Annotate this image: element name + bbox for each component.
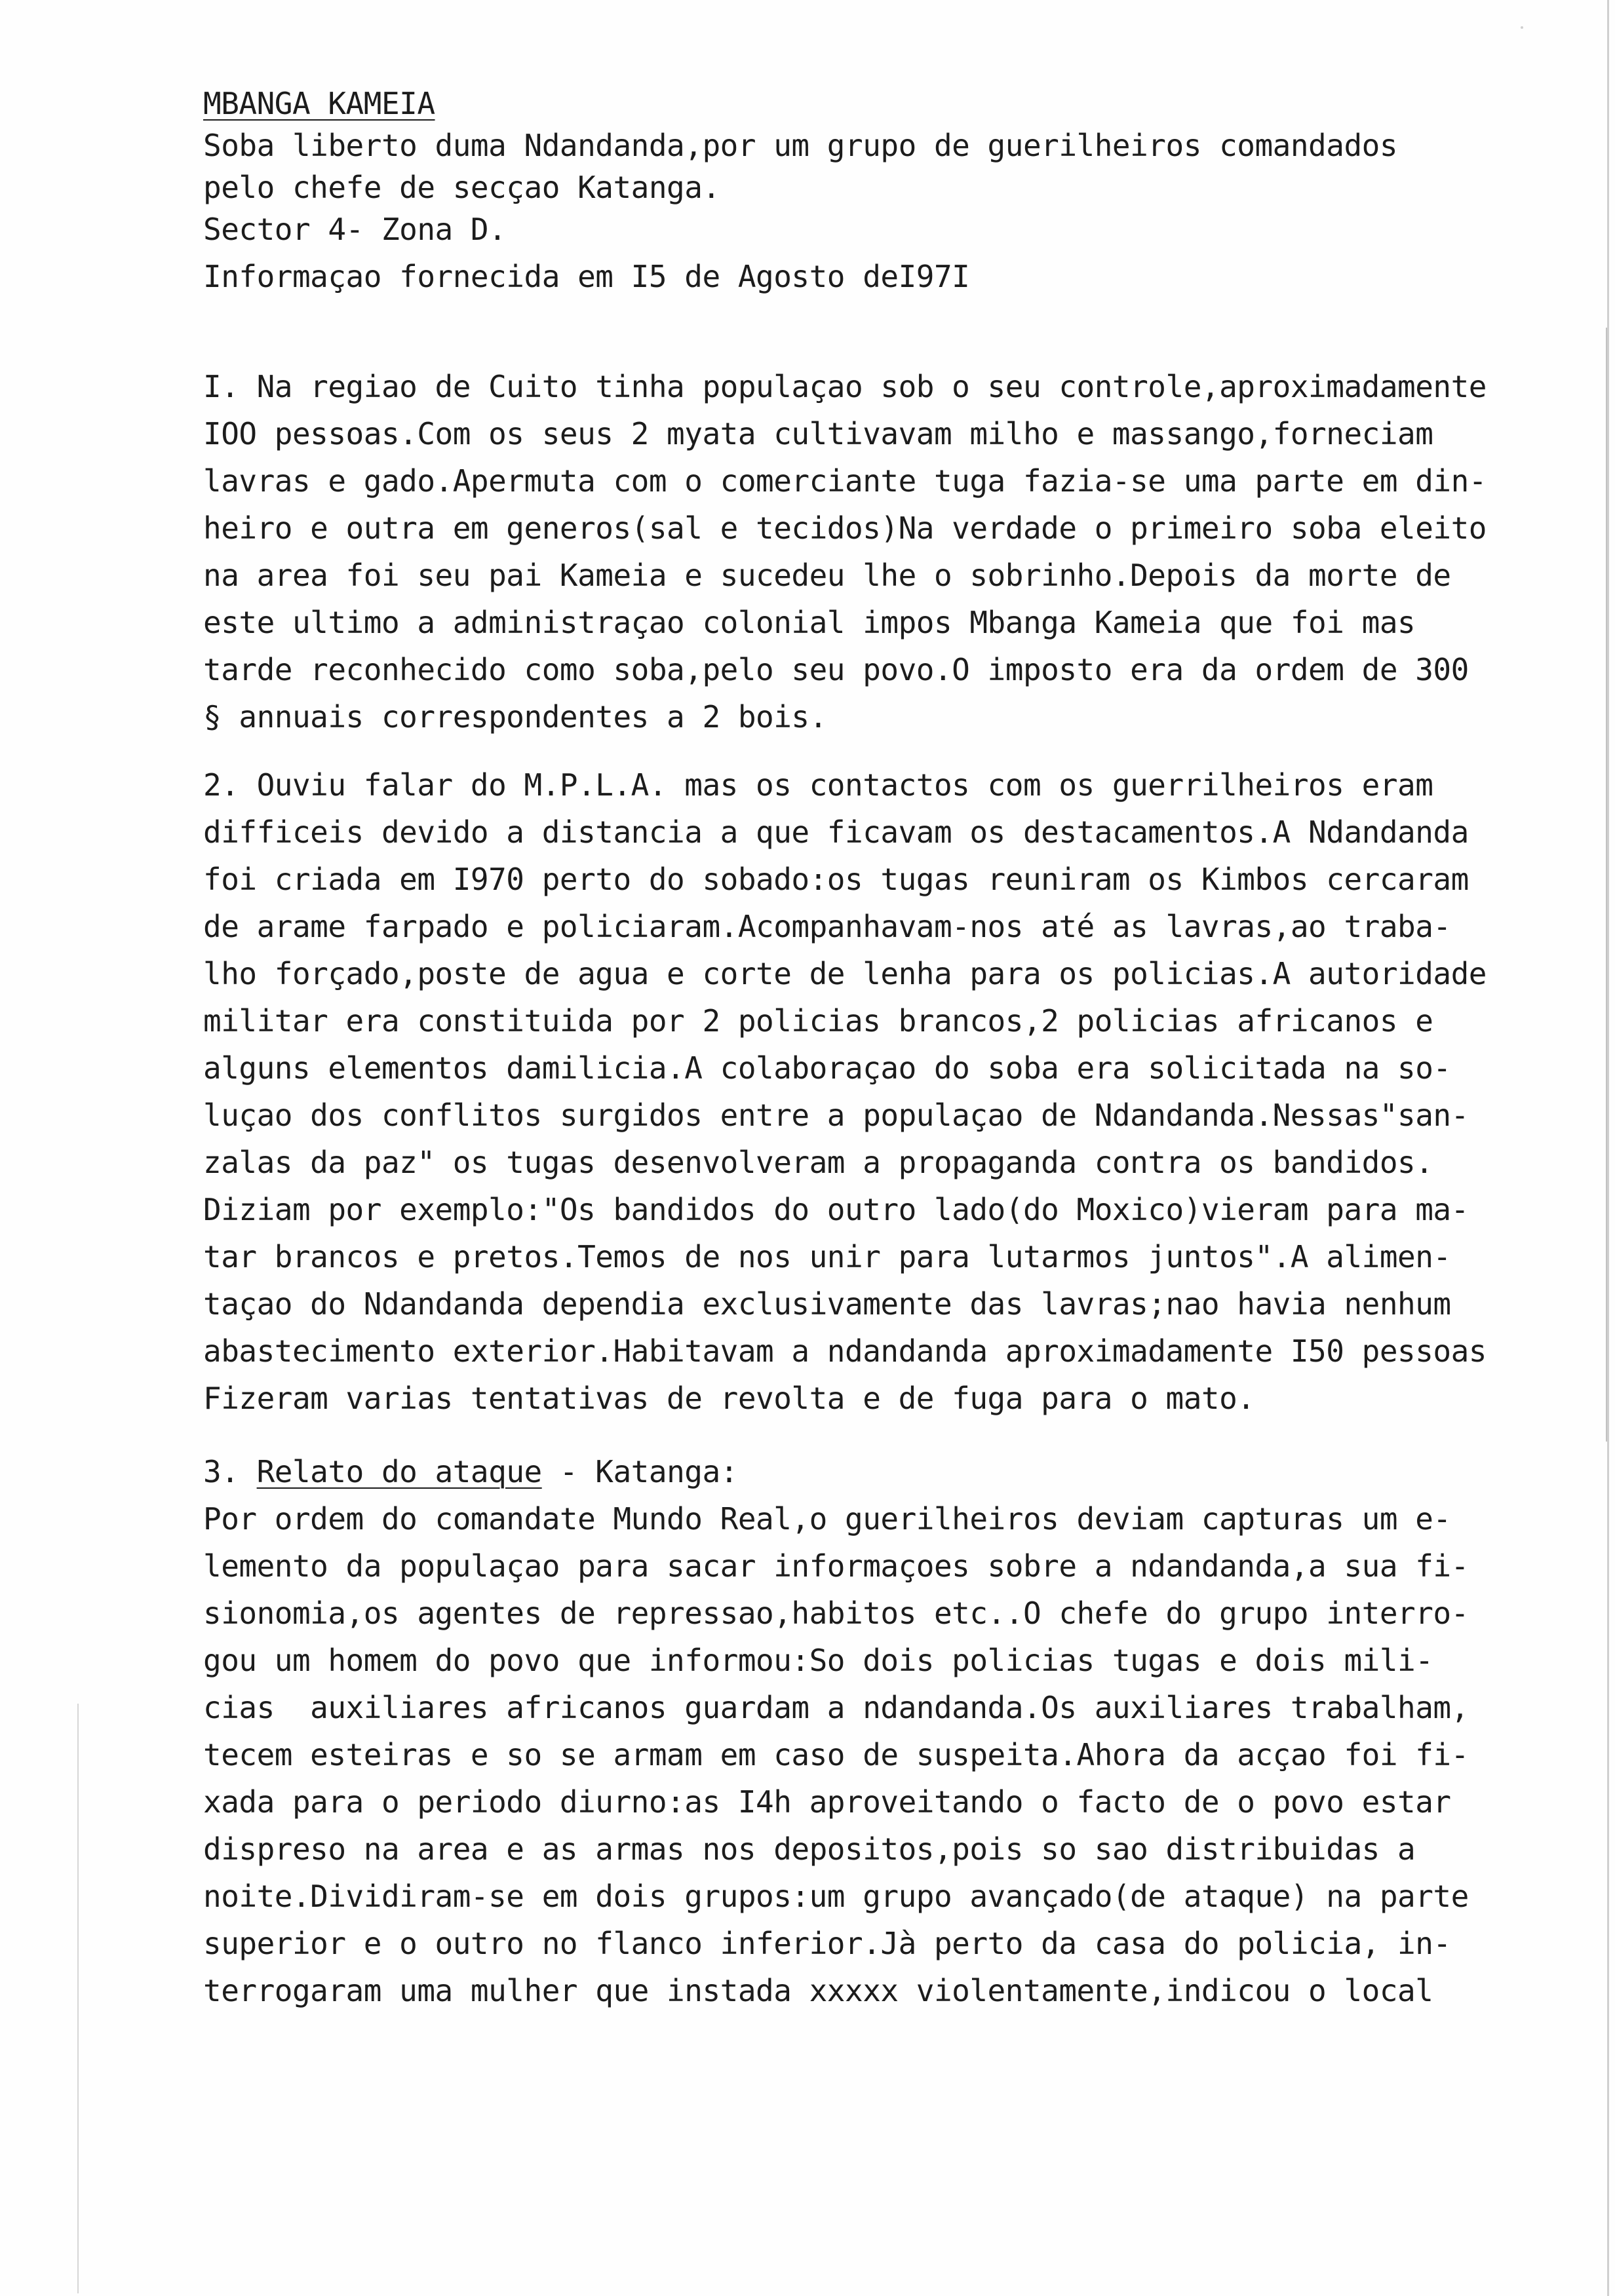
header-line: pelo chefe de secçao Katanga. (203, 170, 720, 205)
section2-line: de arame farpado e policiaram.Acompanhavam-nos até as lavras,ao traba- (203, 909, 1451, 944)
document-title: MBANGA KAMEIA (203, 86, 435, 121)
section1-line: na area foi seu pai Kameia e sucedeu lhe o sobrinho.Depois da morte de (203, 558, 1451, 593)
section3-line: sionomia,os agentes de repressao,habitos etc..O chefe do grupo interro- (203, 1596, 1469, 1631)
section3-line: dispreso na area e as armas nos depositos,pois so sao distribuidas a (203, 1831, 1416, 1867)
section3-line: gou um homem do povo que informou:So dois policias tugas e dois mili- (203, 1643, 1433, 1678)
section3-heading-suffix: - Katanga: (541, 1454, 738, 1489)
section3-line: noite.Dividiram-se em dois grupos:um grupo avançado(de ataque) na parte (203, 1879, 1469, 1914)
section2-line: foi criada em I970 perto do sobado:os tugas reuniram os Kimbos cercaram (203, 862, 1469, 897)
header-line: Soba liberto duma Ndandanda,por um grupo de guerilheiros comandados (203, 128, 1398, 163)
section2-line: Diziam por exemplo:"Os bandidos do outro lado(do Moxico)vieram para ma- (203, 1192, 1469, 1227)
section3-line: Por ordem do comandate Mundo Real,o guerilheiros deviam capturas um e- (203, 1501, 1451, 1537)
header-line: Informaçao fornecida em I5 de Agosto deI97I (203, 259, 970, 294)
section1-line: heiro e outra em generos(sal e tecidos)Na verdade o primeiro soba eleito (203, 510, 1487, 546)
section1-line: § annuais correspondentes a 2 bois. (203, 699, 827, 735)
section2-line: Fizeram varias tentativas de revolta e de fuga para o mato. (203, 1381, 1255, 1416)
section3-heading: Relato do ataque (256, 1454, 542, 1489)
section3-number: 3. (203, 1454, 257, 1489)
section2-line: difficeis devido a distancia a que ficavam os destacamentos.A Ndandanda (203, 814, 1469, 850)
section2-line: alguns elementos damilicia.A colaboraçao do soba era solicitada na so- (203, 1050, 1451, 1086)
section1-line: IOO pessoas.Com os seus 2 myata cultivavam milho e massango,forneciam (203, 416, 1433, 451)
page-right-edge (1607, 0, 1609, 2296)
section3-line: lemento da populaçao para sacar informaçoes sobre a ndandanda,a sua fi- (203, 1548, 1469, 1584)
section2-line: lho forçado,poste de agua e corte de lenha para os policias.A autoridade (203, 956, 1487, 991)
typed-text-body (203, 0, 1599, 2008)
section2-line: taçao do Ndandanda dependia exclusivamente das lavras;nao havia nenhum (203, 1286, 1451, 1322)
section1-line: este ultimo a administraçao colonial impos Mbanga Kameia que foi mas (203, 605, 1416, 640)
section2-line: zalas da paz" os tugas desenvolveram a propaganda contra os bandidos. (203, 1145, 1433, 1180)
page-right-shadow (1606, 328, 1607, 1442)
section2-line: abastecimento exterior.Habitavam a ndandanda aproximadamente I50 pessoas (203, 1333, 1487, 1369)
section2-line: tar brancos e pretos.Temos de nos unir para lutarmos juntos".A alimen- (203, 1239, 1451, 1274)
section2-line: 2. Ouviu falar do M.P.L.A. mas os contactos com os guerrilheiros eram (203, 767, 1433, 803)
section3-line: tecem esteiras e so se armam em caso de suspeita.Ahora da acçao foi fi- (203, 1737, 1469, 1772)
section1-line: tarde reconhecido como soba,pelo seu povo.O imposto era da ordem de 300 (203, 652, 1469, 687)
section3-line: superior e o outro no flanco inferior.Jà perto da casa do policia, in- (203, 1926, 1451, 1961)
section1-line: lavras e gado.Apermuta com o comerciante tuga fazia-se uma parte em din- (203, 463, 1487, 499)
page-left-edge (77, 1704, 79, 2293)
section2-line: luçao dos conflitos surgidos entre a populaçao de Ndandanda.Nessas"san- (203, 1098, 1469, 1133)
section3-line: xada para o periodo diurno:as I4h aproveitando o facto de o povo estar (203, 1784, 1451, 1820)
section2-line: militar era constituida por 2 policias brancos,2 policias africanos e (203, 1003, 1433, 1039)
section3-line: cias auxiliares africanos guardam a ndandanda.Os auxiliares trabalham, (203, 1690, 1469, 1725)
section3-heading-line (203, 1452, 738, 1491)
section1-line: I. Na regiao de Cuito tinha populaçao sob o seu controle,aproximadamente (203, 369, 1487, 404)
section3-line: terrogaram uma mulher que instada xxxxx violentamente,indicou o local (203, 1973, 1433, 2008)
header-line: Sector 4- Zona D. (203, 212, 507, 247)
